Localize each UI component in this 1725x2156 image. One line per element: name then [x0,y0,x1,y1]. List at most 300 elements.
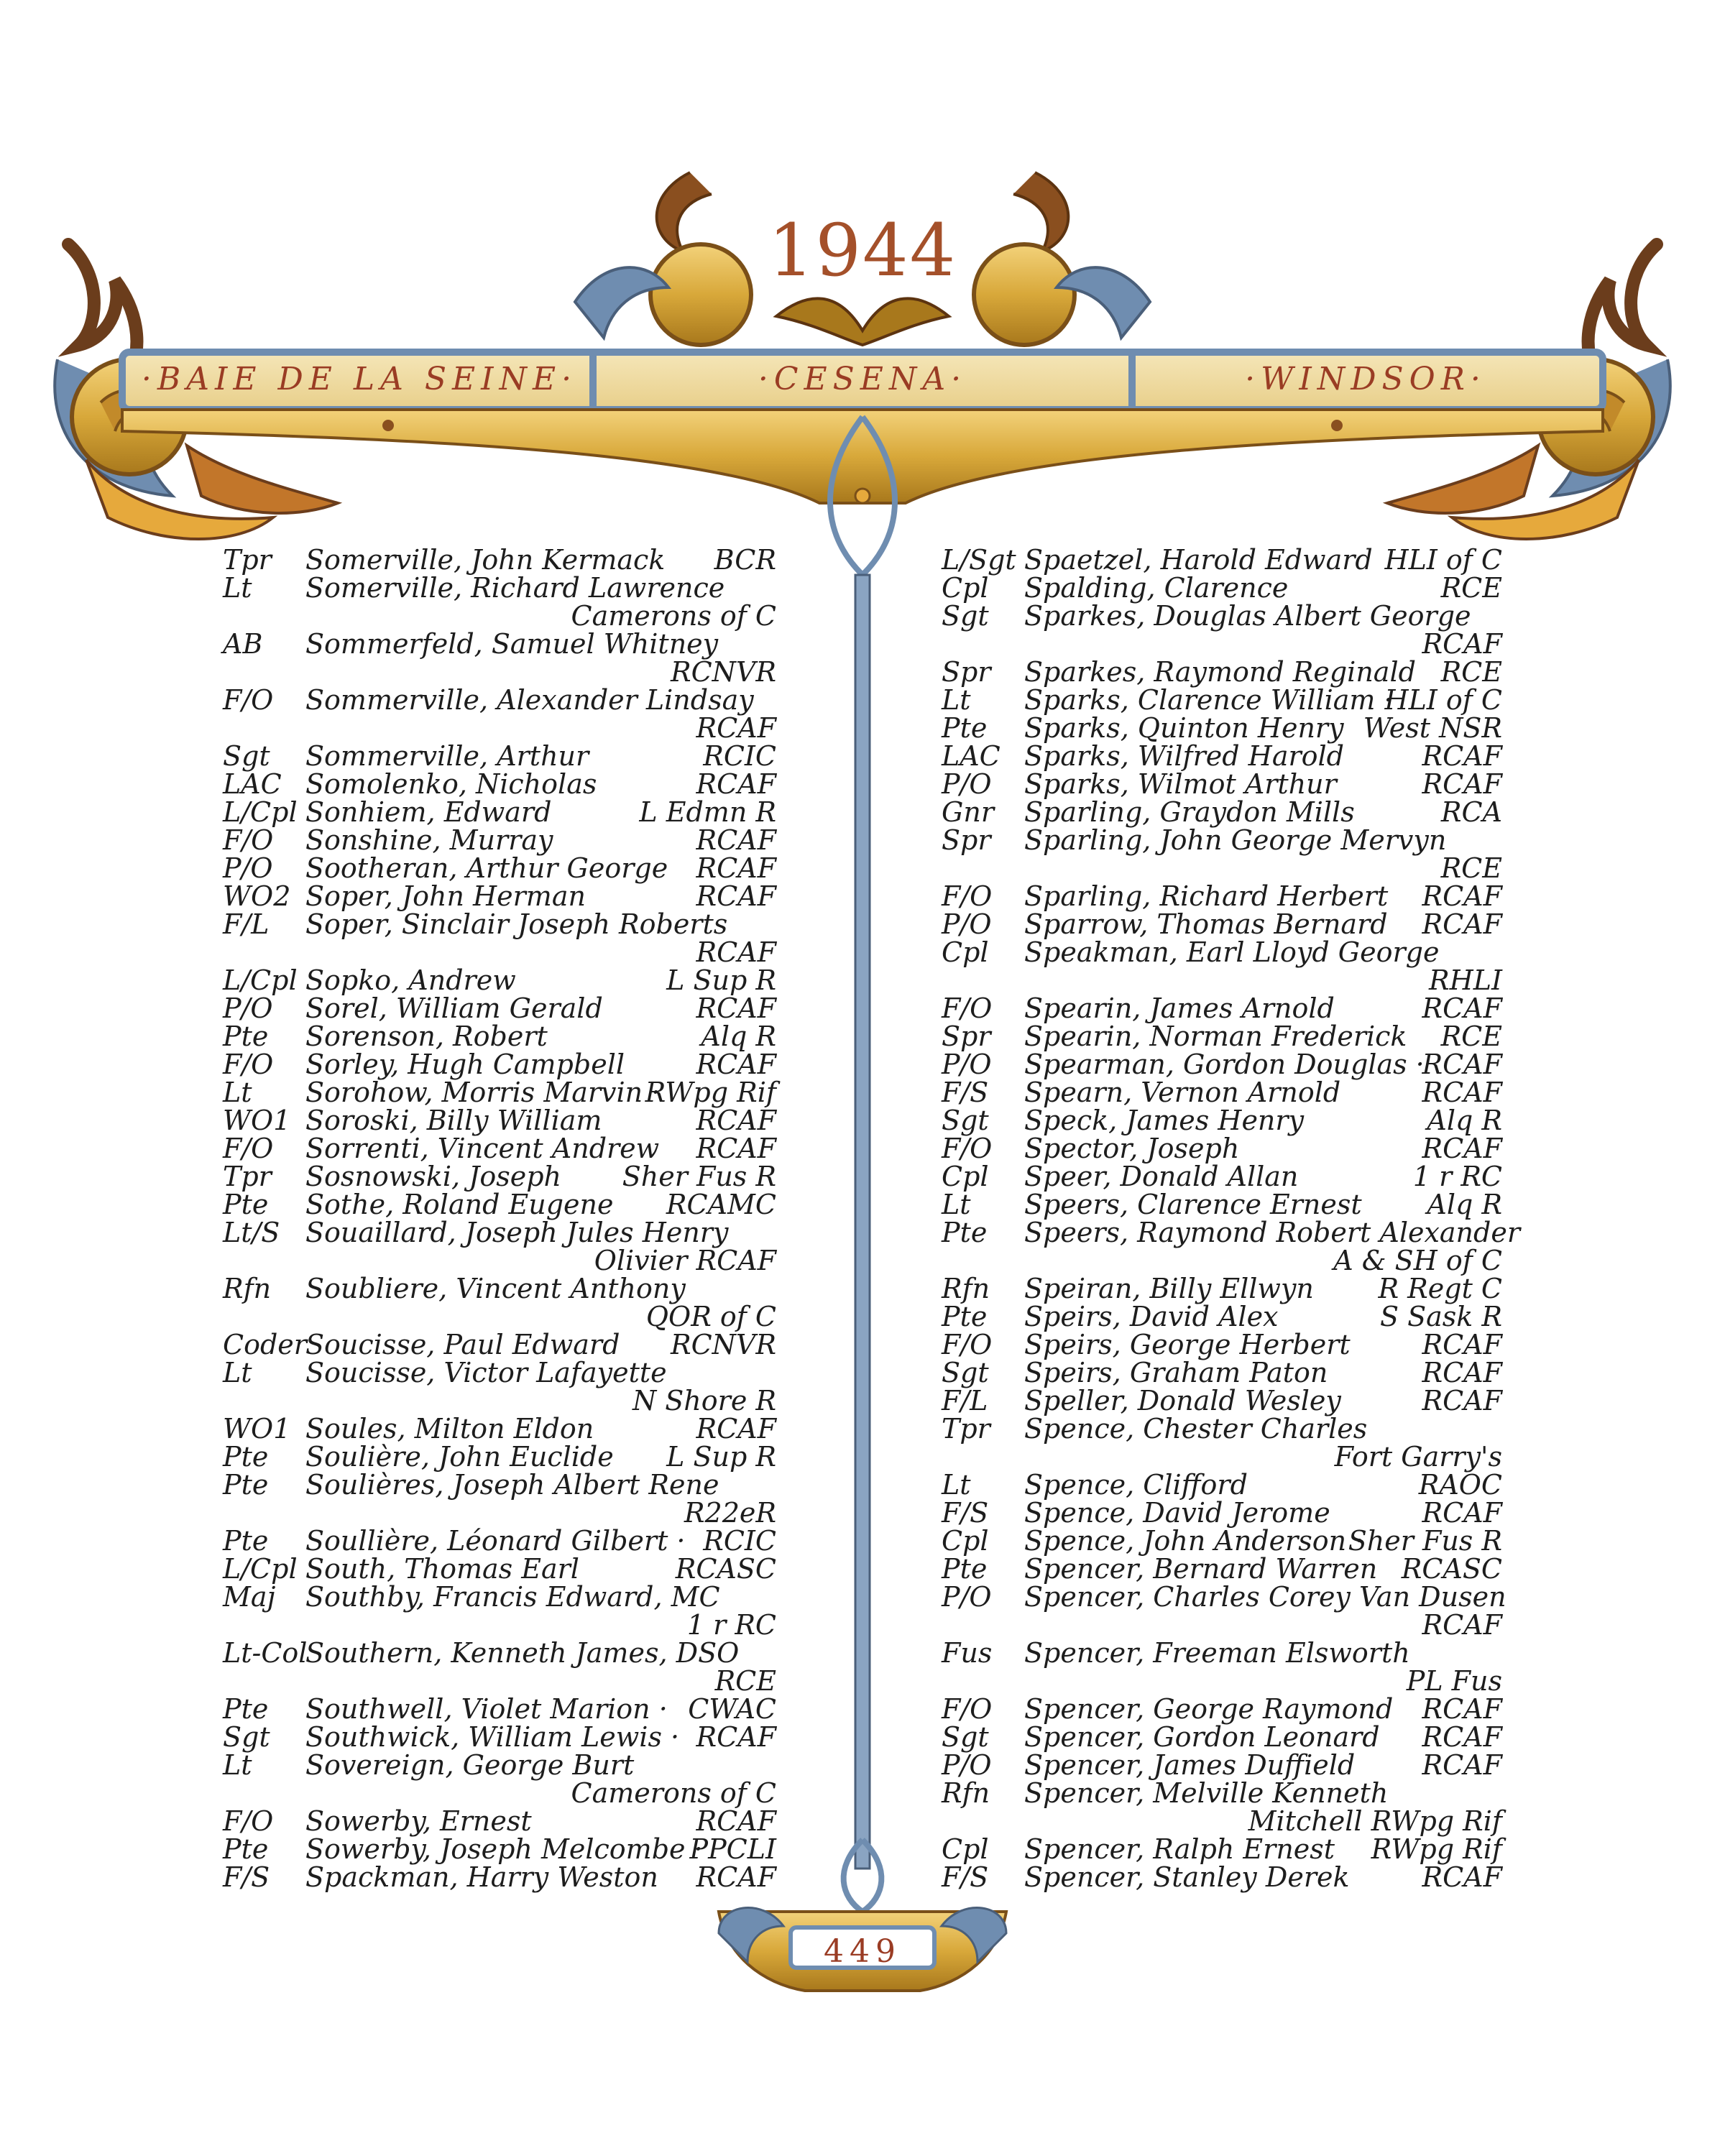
roll-entry [223,854,776,883]
roll-entry [223,1751,776,1807]
entry-rank: P/O [223,852,273,884]
entry-name: Sorley, Hugh Campbell [305,1049,625,1080]
entry-rank: Coder [223,1329,307,1360]
roll-entry [942,546,1502,574]
entry-rank: Sgt [942,1721,989,1753]
entry-rank: Lt [223,1077,252,1108]
entry-name: Southwick, William Lewis · [305,1721,680,1753]
roll-entry [942,1023,1502,1051]
entry-unit: A & SH of C [1333,1245,1502,1276]
entry-name: Speakman, Earl Lloyd George [1024,936,1440,968]
entry-unit: L Sup R [666,964,776,996]
entry-unit: RCAF [1422,1721,1502,1753]
roll-entry [942,1079,1502,1107]
roll-entry [942,1415,1502,1471]
entry-name: Soulière, John Euclide [305,1441,614,1473]
entry-unit: RCE [1440,572,1502,604]
roll-entry [942,908,1502,940]
entry-name: Southern, Kenneth James, DSO [305,1637,740,1669]
entry-name: Sparks, Wilfred Harold [1024,740,1344,772]
entry-name: Spencer, George Raymond [1024,1693,1394,1725]
entry-name: Somerville, John Kermack [305,544,666,576]
entry-rank: Pte [942,712,988,744]
entry-unit: HLI of C [1384,684,1502,716]
roll-entry [223,630,776,686]
entry-name: Sparks, Quinton Henry [1024,712,1344,744]
center-divider-stem [830,417,895,1912]
entry-rank: Lt [223,1357,252,1388]
entry-rank: Tpr [223,1161,272,1192]
entry-name: Spence, Chester Charles [1024,1413,1368,1445]
entry-rank: F/O [223,1049,274,1080]
entry-unit: R Regt C [1378,1273,1502,1304]
entry-rank: F/O [942,992,993,1024]
entry-unit: RCAF [1422,1749,1502,1781]
entry-name: Somolenko, Nicholas [305,768,597,800]
roll-entry [223,1191,776,1219]
roll-entry [223,770,776,798]
entry-unit: RCNVR [671,656,776,688]
entry-rank: P/O [942,908,992,940]
entry-name: South, Thomas Earl [305,1553,579,1585]
entry-name: Spalding, Clarence [1024,572,1289,604]
roll-entry [223,1023,776,1051]
roll-entry [942,1861,1502,1893]
roll-entry [942,1107,1502,1135]
entry-rank: Cpl [942,1525,989,1557]
entry-name: Spence, David Jerome [1024,1497,1330,1529]
entry-unit: PPCLI [689,1833,776,1865]
roll-entry [223,1583,776,1639]
entry-unit: RCAF [696,1413,776,1445]
entry-rank: Lt/S [223,1217,280,1248]
entry-rank: Rfn [942,1273,990,1304]
entry-unit: RCAF [696,1049,776,1080]
roll-entry [223,1471,776,1527]
entry-name: Sparkes, Raymond Reginald [1024,656,1416,688]
entry-name: Sovereign, George Burt [305,1749,635,1781]
entry-unit: RCAF [696,1805,776,1837]
roll-entry [942,1303,1502,1331]
entry-rank: Pte [223,1833,269,1865]
entry-unit: RCIC [703,740,776,772]
roll-entry [942,936,1502,996]
entry-rank: F/O [223,824,274,856]
entry-rank: F/S [942,1077,989,1108]
entry-rank: L/Cpl [223,964,298,996]
year-heading: 1944 [768,208,957,292]
entry-name: Sparks, Wilmot Arthur [1024,768,1337,800]
entry-name: Sparrow, Thomas Bernard [1024,908,1388,940]
entry-rank: Spr [942,1021,991,1052]
entry-rank: Sgt [942,1357,989,1388]
entry-name: Speirs, George Herbert [1024,1329,1351,1360]
entry-name: Soubliere, Vincent Anthony [305,1273,686,1304]
entry-name: Sonshine, Murray [305,824,553,856]
entry-unit: RCAF [1422,1861,1502,1893]
entry-name: Spencer, Gordon Leonard [1024,1721,1380,1753]
entry-name: Sonhiem, Edward [305,796,552,828]
entry-name: Sothe, Roland Eugene [305,1189,614,1220]
entry-unit: RCAF [1422,992,1502,1024]
entry-name: Sowerby, Ernest [305,1805,532,1837]
roll-entry [942,798,1502,826]
entry-unit: RCAF [1422,908,1502,940]
entry-rank: Lt [942,1189,971,1220]
entry-unit: Olivier RCAF [594,1245,776,1276]
entry-rank: P/O [223,992,273,1024]
entry-rank: P/O [942,1749,992,1781]
entry-unit: RCE [1440,1021,1502,1052]
entry-name: Sowerby, Joseph Melcombe · [305,1833,703,1865]
entry-rank: F/O [942,1693,993,1725]
entry-unit: Alq R [1427,1105,1502,1136]
entry-name: Soulières, Joseph Albert Rene [305,1469,719,1501]
entry-rank: LAC [942,740,1000,772]
entry-rank: F/O [223,1133,274,1164]
entry-name: Soucisse, Paul Edward [305,1329,620,1360]
entry-name: Spearn, Vernon Arnold [1024,1077,1341,1108]
entry-name: Sorrenti, Vincent Andrew [305,1133,660,1164]
entry-name: Sorohow, Morris Marvin · [305,1077,661,1108]
entry-unit: N Shore R [632,1385,776,1416]
roll-entry [942,1135,1502,1163]
entry-rank: Sgt [223,1721,270,1753]
entry-rank: Pte [223,1441,269,1473]
roll-entry [942,1275,1502,1303]
roll-entry [942,714,1502,742]
roll-entry [223,880,776,912]
entry-rank: Spr [942,656,991,688]
entry-unit: West NSR [1363,712,1502,744]
entry-rank: Pte [223,1189,269,1220]
entry-rank: F/O [942,1133,993,1164]
entry-unit: RWpg Rif [1371,1833,1502,1865]
roll-entry [223,964,776,996]
roll-entry [223,1359,776,1415]
battle-honour-center: ·CESENA· [758,361,967,397]
entry-unit: RCAF [696,768,776,800]
entry-name: Southwell, Violet Marion · [305,1693,668,1725]
entry-rank: F/S [223,1861,270,1893]
entry-rank: WO1 [223,1413,291,1445]
entry-unit: RCAF [696,712,776,744]
roll-entry [223,908,776,968]
roll-entry [942,574,1502,602]
roll-entry [223,1723,776,1751]
roll-entry [223,1051,776,1079]
battle-honour-left: ·BAIE DE LA SEINE· [141,361,578,397]
roll-entry [223,1835,776,1864]
roll-entry [223,574,776,630]
entry-unit: RCE [1440,656,1502,688]
roll-entry [223,546,776,574]
entry-name: Sparkes, Douglas Albert George [1024,600,1471,632]
entry-rank: LAC [223,768,282,800]
entry-name: Sparling, Graydon Mills [1024,796,1355,828]
entry-unit: RCIC [703,1525,776,1557]
roll-entry [942,992,1502,1024]
entry-rank: P/O [942,1581,992,1613]
entry-unit: Mitchell RWpg Rif [1248,1805,1502,1837]
entry-name: Spackman, Harry Weston [305,1861,658,1893]
entry-unit: Fort Garry's [1334,1441,1502,1473]
entry-rank: Lt [942,684,971,716]
entry-unit: RCASC [1401,1553,1502,1585]
roll-column-right [942,544,1520,1893]
roll-entry [223,1079,776,1107]
roll-entry [942,1387,1502,1415]
entry-rank: Cpl [942,1161,989,1192]
entry-rank: Cpl [942,1833,989,1865]
entry-rank: Gnr [942,796,994,828]
entry-rank: Sgt [223,740,270,772]
roll-entry [942,1723,1502,1751]
entry-rank: Pte [942,1301,988,1332]
entry-rank: F/O [223,1805,274,1837]
entry-name: Speer, Donald Allan [1024,1161,1299,1192]
roll-entry [223,1555,776,1583]
roll-entry [942,1331,1502,1359]
entry-name: Spence, John Anderson · [1024,1525,1364,1557]
roll-entry [223,1275,776,1331]
entry-unit: RCAF [1422,628,1502,660]
entry-name: Sparling, John George Mervyn [1024,824,1447,856]
entry-rank: Tpr [942,1413,990,1445]
entry-rank: Pte [942,1217,988,1248]
entry-name: Sopko, Andrew [305,964,516,996]
roll-entry [223,1135,776,1163]
roll-entry [942,1163,1502,1191]
entry-rank: Cpl [942,936,989,968]
entry-rank: Fus [942,1637,993,1669]
entry-rank: AB [223,628,263,660]
entry-name: Spector, Joseph [1024,1133,1240,1164]
entry-unit: Alq R [701,1021,776,1052]
entry-name: Spencer, Freeman Elsworth [1024,1637,1410,1669]
entry-name: Spencer, Melville Kenneth [1024,1777,1389,1809]
entry-name: Spencer, Charles Corey Van Dusen [1024,1581,1506,1613]
roll-entry [942,602,1502,658]
entry-rank: F/L [942,1385,988,1416]
entry-rank: Tpr [223,544,272,576]
entry-unit: RCE [1440,852,1502,884]
entry-rank: F/O [942,880,993,912]
entry-unit: RCAF [1422,740,1502,772]
entry-name: Speirs, Graham Paton [1024,1357,1328,1388]
entry-unit: Alq R [1427,1189,1502,1220]
entry-name: Souaillard, Joseph Jules Henry [305,1217,729,1248]
roll-entry [942,686,1502,714]
roll-entry [223,742,776,770]
entry-name: Soroski, Billy William [305,1105,602,1136]
roll-entry [223,1443,776,1471]
roll-entry [942,1835,1502,1864]
roll-entry [223,1695,776,1723]
entry-unit: RCAF [1422,1609,1502,1641]
roll-entry [223,1415,776,1443]
entry-rank: Rfn [223,1273,272,1304]
roll-entry [942,1639,1502,1695]
entry-rank: Pte [223,1525,269,1557]
roll-entry [942,658,1502,686]
entry-unit: RHLI [1429,964,1502,996]
entry-unit: S Sask R [1379,1301,1502,1332]
entry-name: Spence, Clifford [1024,1469,1248,1501]
roll-entry [223,1163,776,1191]
entry-name: Sparks, Clarence William · [1024,684,1393,716]
entry-name: Spearman, Gordon Douglas · [1024,1049,1425,1080]
entry-unit: RCAF [1422,1049,1502,1080]
roll-entry [223,798,776,826]
roll-entry [223,1219,776,1275]
roll-entry [942,1581,1506,1641]
roll-entry [223,1107,776,1135]
entry-unit: L Sup R [666,1441,776,1473]
entry-unit: RCE [714,1665,776,1697]
entry-unit: RCAF [1422,880,1502,912]
roll-entry [223,1639,776,1695]
roll-entry [223,826,776,854]
entry-rank: P/O [942,1049,992,1080]
entry-rank: Pte [942,1553,988,1585]
roll-entry [223,1527,776,1555]
entry-name: Somerville, Richard Lawrence [305,572,725,604]
entry-name: Speers, Clarence Ernest [1024,1189,1362,1220]
entry-unit: RCAF [696,936,776,968]
entry-rank: Spr [942,824,991,856]
entry-rank: F/O [942,1329,993,1360]
entry-unit: CWAC [688,1693,776,1725]
entry-name: Soucisse, Victor Lafayette [305,1357,667,1388]
roll-entry [942,1217,1520,1276]
entry-rank: Pte [223,1021,269,1052]
entry-unit: PL Fus [1406,1665,1502,1697]
entry-unit: RCAF [696,824,776,856]
roll-entry [942,770,1502,798]
entry-name: Soules, Milton Eldon [305,1413,594,1445]
entry-rank: Lt [223,1749,252,1781]
entry-unit: RWpg Rif [645,1077,776,1108]
entry-name: Spencer, Ralph Ernest [1024,1833,1335,1865]
entry-unit: RCAMC [666,1189,776,1220]
roll-entry [942,1779,1502,1835]
entry-unit: RCA [1440,796,1502,828]
roll-entry [942,826,1502,883]
entry-rank: Pte [223,1469,269,1501]
entry-unit: RCAF [1422,1133,1502,1164]
entry-rank: Rfn [942,1777,990,1809]
entry-rank: F/S [942,1861,989,1893]
entry-rank: L/Cpl [223,796,298,828]
entry-unit: HLI of C [1384,544,1502,576]
page-number: 449 [824,1933,901,1970]
entry-unit: RCAF [1422,1077,1502,1108]
entry-name: Soper, Sinclair Joseph Roberts [305,908,728,940]
entry-name: Speiran, Billy Ellwyn [1024,1273,1314,1304]
roll-entry [223,1861,776,1893]
roll-entry [942,1359,1502,1387]
entry-unit: RCASC [675,1553,776,1585]
entry-name: Spencer, Stanley Derek [1024,1861,1350,1893]
roll-entry [223,1807,776,1835]
entry-unit: Camerons of C [571,1777,776,1809]
roll-entry [223,992,776,1024]
entry-unit: RCAF [696,1721,776,1753]
roll-entry [942,1191,1502,1219]
entry-rank: L/Cpl [223,1553,298,1585]
entry-name: Sorel, William Gerald [305,992,603,1024]
entry-name: Spaetzel, Harold Edward [1024,544,1373,576]
entry-rank: F/L [223,908,270,940]
entry-unit: QOR of C [645,1301,776,1332]
entry-name: Speller, Donald Wesley [1024,1385,1341,1416]
entry-unit: 1 r RC [686,1609,776,1641]
roll-entry [942,1527,1502,1555]
entry-rank: F/O [223,684,274,716]
entry-name: Sosnowski, Joseph [305,1161,562,1192]
entry-rank: Lt [223,572,252,604]
entry-unit: RCAF [1422,1329,1502,1360]
entry-rank: L/Sgt [942,544,1016,576]
entry-unit: L Edmn R [639,796,776,828]
entry-unit: RCAF [696,1105,776,1136]
entry-rank: WO1 [223,1105,291,1136]
roll-entry [942,1555,1502,1583]
entry-name: Southby, Francis Edward, MC [305,1581,720,1613]
entry-unit: Camerons of C [571,600,776,632]
entry-name: Sommerfeld, Samuel Whitney [305,628,719,660]
entry-unit: Sher Fus R [1348,1525,1502,1557]
roll-entry [942,1695,1502,1723]
entry-unit: RCAF [1422,1357,1502,1388]
entry-unit: RCAF [696,1133,776,1164]
entry-unit: BCR [714,544,776,576]
entry-rank: WO2 [223,880,291,912]
roll-entry [942,1499,1502,1527]
battle-honour-right: ·WINDSOR· [1245,361,1486,397]
entry-name: Sommerville, Alexander Lindsay [305,684,754,716]
entry-unit: RCAF [1422,1385,1502,1416]
entry-unit: RCAF [1422,1693,1502,1725]
entry-name: Speers, Raymond Robert Alexander [1024,1217,1520,1248]
roll-entry [942,1751,1502,1779]
entry-unit: Sher Fus R [622,1161,776,1192]
roll-entry [942,1471,1502,1499]
entry-rank: Pte [223,1693,269,1725]
entry-rank: Sgt [942,600,989,632]
entry-unit: RCAF [696,852,776,884]
entry-unit: RCAF [696,880,776,912]
roll-entry [942,742,1502,770]
entry-unit: RCAF [1422,768,1502,800]
entry-unit: RCAF [1422,1497,1502,1529]
roll-entry [942,1051,1502,1079]
roll-entry [223,1331,776,1359]
entry-name: Soper, John Herman [305,880,586,912]
entry-name: Spencer, Bernard Warren [1024,1553,1378,1585]
entry-name: Sootheran, Arthur George [305,852,668,884]
entry-unit: RCAF [696,1861,776,1893]
entry-rank: Maj [223,1581,276,1613]
roll-column-left [223,546,776,1892]
entry-rank: Lt [942,1469,971,1501]
entry-rank: F/S [942,1497,989,1529]
entry-rank: P/O [942,768,992,800]
entry-unit: RCNVR [671,1329,776,1360]
entry-unit: 1 r RC [1412,1161,1502,1192]
entry-unit: R22eR [684,1497,776,1529]
